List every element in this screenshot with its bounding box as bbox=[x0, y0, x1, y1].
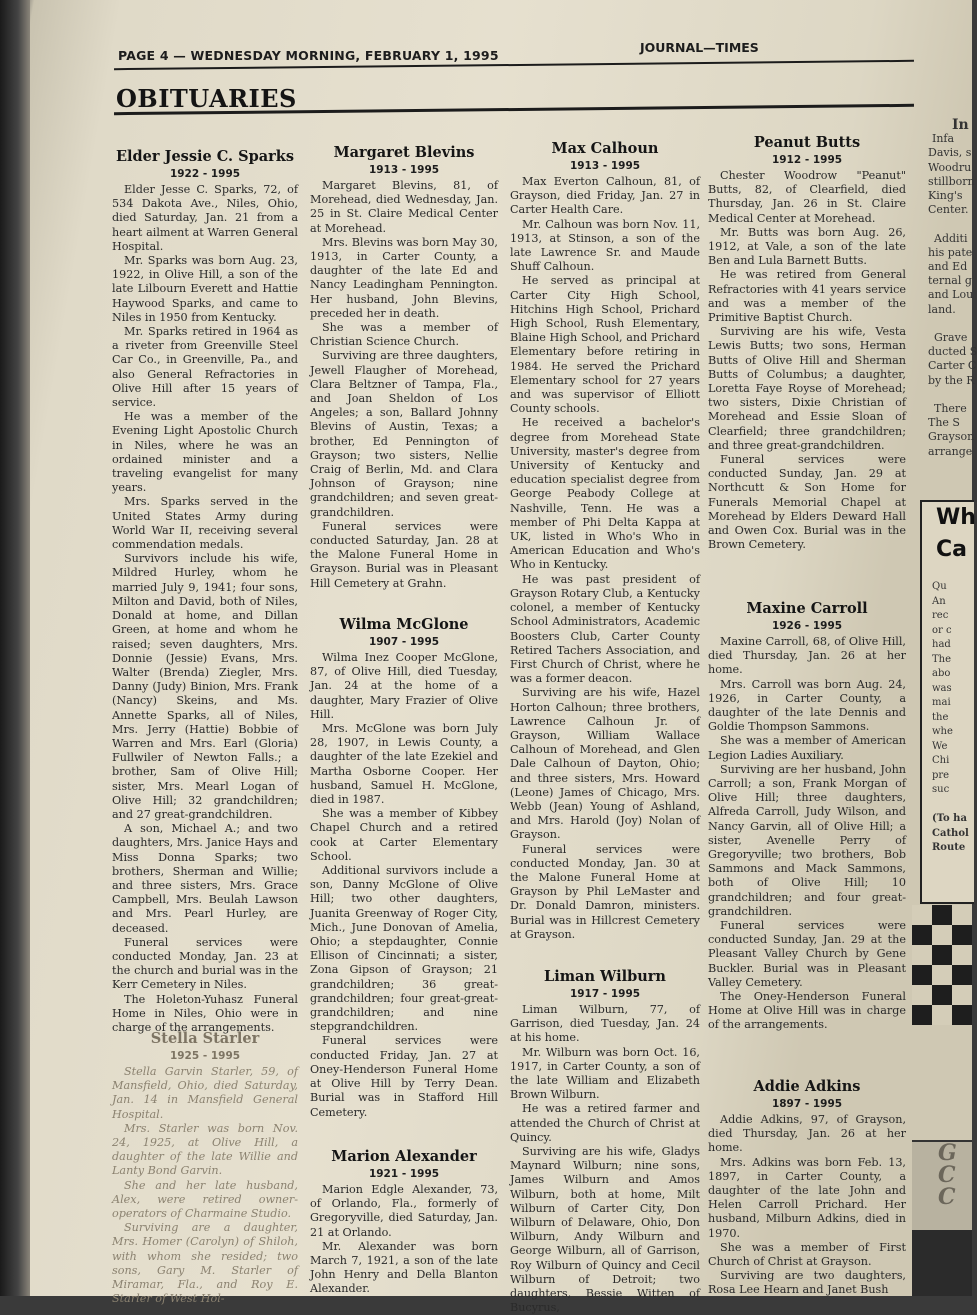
ad-line: suc bbox=[932, 784, 950, 795]
cut-off-obituary-column bbox=[928, 117, 977, 478]
cut-off-line: Woodru bbox=[928, 160, 972, 174]
checkered-border-graphic bbox=[912, 905, 972, 1025]
cut-off-line: King's bbox=[928, 189, 963, 203]
ad-title-line: Ca bbox=[936, 537, 967, 562]
obituary-wilma-mcglone bbox=[310, 616, 498, 1120]
obituary-name: Peanut Butts bbox=[753, 134, 861, 151]
obituary-margaret-blevins bbox=[310, 144, 498, 591]
obituary-paragraph: Stella Garvin Starler, 59, of Mansfield, Ohio, died Saturday, Jan. 14 in Mansfield General Hospital. bbox=[112, 1065, 298, 1121]
obituary-paragraph: Addie Adkins, 97, of Grayson, died Thursday, Jan. 26 at her home. bbox=[708, 1113, 906, 1155]
obituary-dates: 1921 - 1995 bbox=[368, 1168, 440, 1180]
obituary-name: Stella Starler bbox=[150, 1030, 260, 1047]
section-title: OBITUARIES bbox=[116, 84, 297, 113]
obituary-paragraph: He was a retired farmer and attended the Church of Christ at Quincy. bbox=[510, 1102, 700, 1144]
obituary-paragraph: Wilma Inez Cooper McGlone, 87, of Olive Hill, died Tuesday, Jan. 24 at the home of a daughter, Mary Frazier of Olive Hill. bbox=[310, 651, 498, 721]
obituary-addie-adkins bbox=[708, 1078, 906, 1298]
obituary-paragraph: Surviving are her husband, John Carroll; a son, Frank Morgan of Olive Hill; three daughters, Alfreda Carroll, Judy Wilson, and Nancy Garvin, all of Olive Hill; a sister, Avenelle Perry of Gregoryville; two brothers, Bob Sammons and Mack Sammons, both of Olive Hill; 10 grandchildren; and four great-grandchildren. bbox=[708, 762, 906, 918]
obituary-paragraph: Surviving are a daughter, Mrs. Homer (Carolyn) of Shiloh, with whom she resided; two sons, Gary M. Starler of Miramar, Fla., and Roy E. Starler of West Hol- bbox=[112, 1221, 298, 1306]
cut-off-lower-advertisement: G C C bbox=[912, 1140, 972, 1230]
obituary-name: Wilma McGlone bbox=[339, 616, 469, 633]
ad-body bbox=[922, 580, 974, 856]
obituary-name: Elder Jessie C. Sparks bbox=[115, 148, 295, 165]
book-binding-gutter bbox=[0, 0, 30, 1296]
cut-off-line: The S bbox=[928, 416, 960, 430]
obituary-dates: 1925 - 1995 bbox=[169, 1050, 241, 1062]
ad-line: or c bbox=[932, 624, 952, 636]
obituary-dates: 1912 - 1995 bbox=[771, 154, 843, 166]
cut-off-line: ternal g bbox=[928, 274, 972, 288]
obituary-paragraph: She and her late husband, Alex, were retired owner-operators of Charmaine Studio. bbox=[112, 1178, 298, 1221]
obituary-paragraph: Surviving are his wife, Gladys Maynard Wilburn; nine sons, James Wilburn and Amos Wilburn, both at home, Milt Wilburn of Carter City, Don Wilburn of Delaware, Ohio, Don Wilburn, Andy Wilburn and George Wilburn, all of Garrison, Roy Wilburn of Quincy and Cecil Wilburn of Detroit; two daughters, Bessie Witten of Bucyrus, bbox=[510, 1145, 700, 1315]
obituary-name: Maxine Carroll bbox=[746, 600, 868, 617]
obituary-paragraph: The Holeton-Yuhasz Funeral Home in Niles, Ohio were in charge of the arrangements. bbox=[112, 992, 298, 1034]
obituary-paragraph: She was a member of Christian Science Church. bbox=[310, 321, 498, 349]
obituary-paragraph: Funeral services were conducted Sunday, Jan. 29 at Northcutt & Son Home for Funerals Memorial Chapel at Morehead by Elders Deward Hall and Owen Cox. Burial was in the Brown Cemetery. bbox=[708, 453, 906, 552]
obituary-paragraph: Mrs. Starler was born Nov. 24, 1925, at Olive Hill, a daughter of the late Willie and Lanty Bond Garvin. bbox=[112, 1121, 298, 1178]
obituary-name: Marion Alexander bbox=[331, 1148, 477, 1165]
obituary-maxine-carroll bbox=[708, 600, 906, 1033]
ad-line: Route bbox=[932, 842, 966, 853]
obituary-max-calhoun bbox=[510, 140, 700, 942]
cut-off-line: by the R bbox=[928, 373, 975, 387]
obituary-liman-wilburn bbox=[510, 968, 700, 1315]
obituary-paragraph: Funeral services were conducted Sunday, Jan. 29 at the Pleasant Valley Church by Gene Buckler. Burial was in Pleasant Valley Cemetery. bbox=[708, 919, 906, 989]
obituary-dates: 1926 - 1995 bbox=[771, 620, 843, 632]
obituary-paragraph: Mr. Alexander was born March 7, 1921, a son of the late John Henry and Della Blanton Alexander. bbox=[310, 1239, 498, 1296]
cut-off-line: Additi bbox=[934, 231, 968, 245]
obituary-paragraph: Surviving are three daughters, Jewell Flaugher of Morehead, Clara Beltzner of Tampa, Fla., and Joan Sheldon of Los Angeles; a son, Ballard Johnny Blevins of Austin, Texas; a brother, Ed Pennington of Grayson; two sisters, Nellie Craig of Berlin, Md. and Clara Johnson of Grayson; nine grandchildren; and seven great-grandchildren. bbox=[310, 349, 498, 519]
obituary-paragraph: Margaret Blevins, 81, of Morehead, died Wednesday, Jan. 25 in St. Claire Medical Center at Morehead. bbox=[310, 179, 498, 235]
obituary-paragraph: Survivors include his wife, Mildred Hurley, whom he married July 9, 1941; four sons, Milton and David, both of Niles, Donald at home, and Dillan Green, at home and whom he raised; seven daughters, Mrs. Donnie (Jessie) Evans, Mrs. Walter (Brenda) Ziegler, Mrs. Danny (Judy) Binion, Mrs. Frank (Nancy) Skeins, and Ms. Annette Sparks, all of Niles, Mrs. Jerry (Hattie) Bobbie of Warren and Mrs. Earl (Gloria) Fullwiler of Newton Falls.; a brother, Sam of Olive Hill; sister, Mrs. Mearl Logan of Olive Hill; 32 grandchildren; and 27 great-grandchildren. bbox=[112, 552, 298, 821]
ad-line: We bbox=[932, 740, 948, 752]
cut-off-line bbox=[928, 217, 972, 231]
obituary-paragraph: Mr. Butts was born Aug. 26, 1912, at Vale, a son of the late Ben and Lula Barnett Butts. bbox=[708, 225, 906, 268]
ad-line: Cathol bbox=[932, 827, 969, 839]
obituary-paragraph: Mr. Calhoun was born Nov. 11, 1913, at Stinson, a son of the late Lawrence Sr. and Maude Shuff Calhoun. bbox=[510, 217, 700, 274]
obituary-paragraph: Mrs. Blevins was born May 30, 1913, in Carter County, a daughter of the late Ed and Nancy Leadingham Pennington. Her husband, John Blevins, preceded her in death. bbox=[310, 235, 498, 320]
obituary-paragraph: Funeral services were conducted Saturday, Jan. 28 at the Malone Funeral Home in Grayson. Burial was in Pleasant Hill Cemetery at Grahn. bbox=[310, 519, 498, 590]
obituary-dates: 1897 - 1995 bbox=[771, 1098, 843, 1110]
obituary-paragraph: Mr. Sparks was born Aug. 23, 1922, in Olive Hill, a son of the late Lilbourn Everett and Hattie Haywood Sparks, and came to Niles in 1950 from Kentucky. bbox=[112, 254, 298, 324]
cut-off-advertisement-box bbox=[920, 500, 974, 904]
obituary-paragraph: Surviving are two daughters, Rosa Lee Hearn and Janet Bush bbox=[708, 1269, 906, 1297]
obituary-marion-alexander bbox=[310, 1148, 498, 1297]
cut-off-line: and Ed bbox=[928, 260, 968, 274]
obituary-paragraph: Mrs. Adkins was born Feb. 13, 1897, in Carter County, a daughter of the late John and Helen Carroll Prichard. Her husband, Milburn Adkins, died in 1970. bbox=[708, 1155, 906, 1240]
obituary-paragraph: He received a bachelor's degree from Morehead State University, master's degree from University of Kentucky and education specialist degree from George Peabody College at Nashville, Tenn. He was a member of Phi Delta Kappa at UK, listed in Who's Who in American Education and Who's Who in Kentucky. bbox=[510, 416, 700, 572]
obituary-paragraph: A son, Michael A.; and two daughters, Mrs. Janice Hays and Miss Donna Sparks; two brothers, Sherman and Willie; and three sisters, Mrs. Grace Campbell, Mrs. Beulah Lawson and Mrs. Pearl Hurley, are deceased. bbox=[112, 822, 298, 935]
obituary-paragraph: She was a member of American Legion Ladies Auxiliary. bbox=[708, 734, 906, 762]
obituary-paragraph: Elder Jesse C. Sparks, 72, of 534 Dakota Ave., Niles, Ohio, died Saturday, Jan. 21 from a heart ailment at Warren General Hospital. bbox=[112, 183, 298, 253]
obituary-paragraph: Chester Woodrow "Peanut" Butts, 82, of Clearfield, died Thursday, Jan. 26 in St. Claire Medical Center at Morehead. bbox=[708, 169, 906, 225]
obituary-paragraph: He was a member of the Evening Light Apostolic Church in Niles, where he was an ordained minister and a traveling evangelist for many years. bbox=[112, 410, 298, 495]
cut-off-line: ducted S bbox=[928, 345, 977, 359]
page-header-date: PAGE 4 — WEDNESDAY MORNING, FEBRUARY 1, 1995 bbox=[118, 48, 499, 63]
ad-line: mai bbox=[932, 697, 951, 708]
ad-line: was bbox=[932, 682, 952, 694]
cut-off-line: his pate bbox=[928, 245, 973, 259]
obituary-dates: 1907 - 1995 bbox=[368, 636, 440, 648]
obituary-paragraph: Surviving are his wife, Hazel Horton Calhoun; three brothers, Lawrence Calhoun Jr. of Grayson, William Wallace Calhoun of Morehead, and Glen Dale Calhoun of Dayton, Ohio; and three sisters, Mrs. Howard (Leone) James of Chicago, Mrs. Webb (Jean) Young of Ashland, and Mrs. Harold (Joy) Nolan of Grayson. bbox=[510, 686, 700, 842]
ad-line: abo bbox=[932, 668, 951, 679]
obituary-paragraph: Funeral services were conducted Monday, Jan. 23 at the church and burial was in the Kerr Cemetery in Niles. bbox=[112, 935, 298, 992]
obituary-dates: 1913 - 1995 bbox=[569, 160, 641, 172]
ad-line: whe bbox=[932, 726, 953, 737]
cut-off-line: There bbox=[934, 402, 967, 416]
cut-off-line: land. bbox=[928, 302, 956, 316]
obituary-paragraph: Mrs. Carroll was born Aug. 24, 1926, in Carter County, a daughter of the late Dennis and Goldie Thompson Sammons. bbox=[708, 677, 906, 734]
obituary-paragraph: Funeral services were conducted Monday, Jan. 30 at the Malone Funeral Home at Grayson by Phil LeMaster and Dr. Donald Damron, ministers. Burial was in Hillcrest Cemetery at Grayson. bbox=[510, 842, 700, 941]
obituary-dates: 1913 - 1995 bbox=[368, 164, 440, 176]
cut-off-line: and Lou bbox=[928, 288, 974, 302]
cut-off-line: Carter C bbox=[928, 359, 977, 373]
obituary-paragraph: He was past president of Grayson Rotary Club, a Kentucky colonel, a member of Kentucky School Administrators, Academic Boosters Club, Carter County Retired Tachers Association, and First Church of Christ, where he was a former deacon. bbox=[510, 572, 700, 686]
obituary-paragraph: He was retired from General Refractories with 41 years service and was a member of the Primitive Baptist Church. bbox=[708, 268, 906, 325]
ad-line: pre bbox=[932, 769, 950, 781]
cut-off-line: Davis, s bbox=[928, 146, 972, 160]
ad-line: the bbox=[932, 711, 949, 723]
ad-line: had bbox=[932, 639, 951, 650]
ad-line: rec bbox=[932, 610, 949, 621]
ad-line: Qu bbox=[932, 581, 947, 592]
obituary-paragraph: The Oney-Henderson Funeral Home at Olive Hill was in charge of the arrangements. bbox=[708, 990, 906, 1032]
obituary-peanut-butts bbox=[708, 134, 906, 552]
ad-line: Chi bbox=[932, 755, 950, 766]
cut-off-line: In bbox=[952, 117, 969, 133]
obituary-name: Margaret Blevins bbox=[333, 144, 475, 161]
obituary-paragraph: Additional survivors include a son, Danny McGlone of Olive Hill; two other daughters, Juanita Greenway of Roger City, Mich., June Donovan of Amelia, Ohio; a stepdaughter, Connie Ellison of Cincinnati; a sister, Zona Gipson of Grayson; 21 grandchildren; 36 great-grandchildren; four great-great-grandchildren; and nine stepgrandchildren. bbox=[310, 864, 498, 1034]
ad-line: The bbox=[932, 653, 952, 665]
obituary-paragraph: Marion Edgle Alexander, 73, of Orlando, Fla., formerly of Gregoryville, died Saturday, Jan. 21 at Orlando. bbox=[310, 1183, 498, 1239]
obituary-paragraph: Mr. Sparks retired in 1964 as a riveter from Greenville Steel Car Co., in Greenville, Pa., and also General Refractories in Olive Hill after 15 years of service. bbox=[112, 325, 298, 410]
lower-dark-graphic bbox=[912, 1230, 972, 1296]
obituary-paragraph: Liman Wilburn, 77, of Garrison, died Tuesday, Jan. 24 at his home. bbox=[510, 1003, 700, 1045]
obituary-dates: 1917 - 1995 bbox=[569, 988, 641, 1000]
obituary-paragraph: Maxine Carroll, 68, of Olive Hill, died Thursday, Jan. 26 at her home. bbox=[708, 635, 906, 677]
ad-line bbox=[932, 798, 974, 813]
obituary-paragraph: Mrs. McGlone was born July 28, 1907, in Lewis County, a daughter of the late Ezekiel and Martha Osborne Cooper. Her husband, Samuel H. McGlone, died in 1987. bbox=[310, 722, 498, 807]
cut-off-line bbox=[928, 317, 972, 331]
ad-line: (To ha bbox=[932, 813, 967, 824]
obituary-paragraph: He served as principal at Carter City High School, Hitchins High School, Prichard High School, Rush Elementary, Blaine High School, and Prichard Elementary before retiring in 1984. He served the Prichard Elementary school for 27 years and was supervisor of Elliott County schools. bbox=[510, 274, 700, 416]
obituary-paragraph: Funeral services were conducted Friday, Jan. 27 at Oney-Henderson Funeral Home at Olive Hill by Terry Dean. Burial was in Stafford Hill Cemetery. bbox=[310, 1034, 498, 1119]
obituary-dates: 1922 - 1995 bbox=[169, 168, 241, 180]
obituary-stella-starler bbox=[112, 1030, 298, 1306]
page-header-paper-name: JOURNAL—TIMES bbox=[640, 40, 759, 55]
obituary-name: Max Calhoun bbox=[551, 140, 659, 157]
obituary-paragraph: Mr. Wilburn was born Oct. 16, 1917, in Carter County, a son of the late William and Elizabeth Brown Wilburn. bbox=[510, 1045, 700, 1102]
ad-title-line: Wh bbox=[936, 505, 976, 530]
cut-off-line: arrange bbox=[928, 444, 973, 458]
obituary-name: Addie Adkins bbox=[753, 1078, 861, 1095]
cut-off-line bbox=[928, 388, 972, 402]
obituary-paragraph: She was a member of Kibbey Chapel Church and a retired cook at Carter Elementary School. bbox=[310, 807, 498, 863]
obituary-paragraph: Mrs. Sparks served in the United States Army during World War II, receiving several commendation medals. bbox=[112, 495, 298, 552]
obituary-name: Liman Wilburn bbox=[544, 968, 666, 985]
cut-off-line: Grayson bbox=[928, 430, 975, 444]
cut-off-line: Center. bbox=[928, 203, 969, 217]
obituary-paragraph: She was a member of First Church of Christ at Grayson. bbox=[708, 1240, 906, 1269]
cut-off-line: Infa bbox=[932, 132, 955, 146]
obituary-paragraph: Max Everton Calhoun, 81, of Grayson, died Friday, Jan. 27 in Carter Health Care. bbox=[510, 175, 700, 217]
cut-off-line: Grave bbox=[934, 331, 968, 345]
cut-off-line: stillborn bbox=[928, 174, 975, 188]
obituary-paragraph: Surviving are his wife, Vesta Lewis Butts; two sons, Herman Butts of Olive Hill and Sherman Butts of Columbus; a daughter, Loretta Faye Royse of Morehead; two sisters, Dixie Christian of Morehead and Essie Sloan of Clearfield; three grandchildren; and three great-grandchildren. bbox=[708, 325, 906, 452]
ad-line: An bbox=[932, 595, 946, 607]
obituary-jessie-sparks bbox=[112, 148, 298, 1035]
